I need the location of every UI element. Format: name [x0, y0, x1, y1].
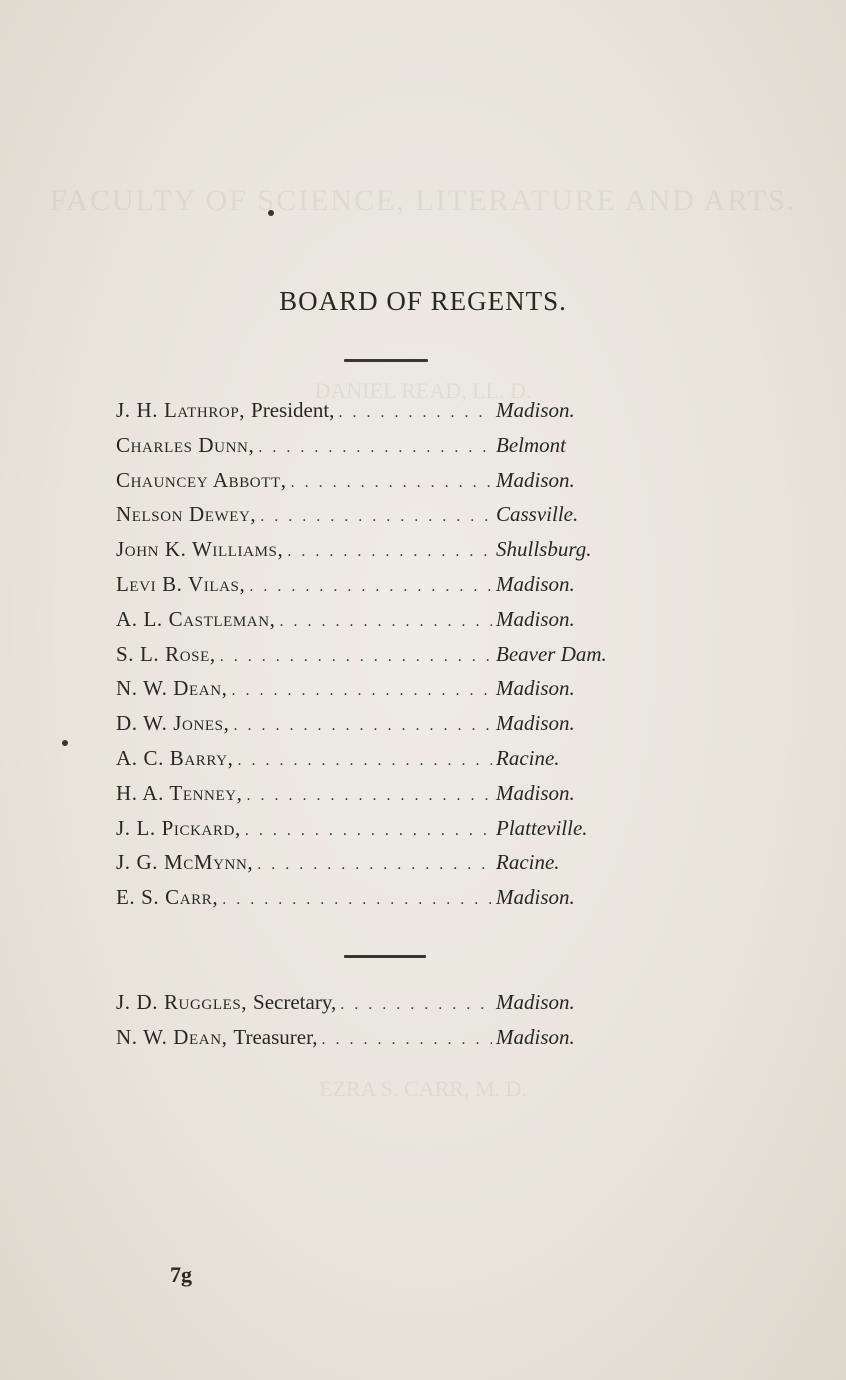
- person-name-text: J. L. Pickard,: [116, 815, 241, 840]
- residence-place: Cassville.: [496, 502, 579, 527]
- person-name: [116, 850, 253, 875]
- residence-place: Shullsburg.: [496, 537, 592, 562]
- person-name-text: J. D. Ruggles,: [116, 990, 248, 1014]
- residence-place: Madison.: [496, 676, 575, 701]
- person-name: [116, 642, 216, 667]
- dot-leader: [247, 787, 493, 805]
- list-item: [116, 781, 646, 816]
- list-item: [116, 676, 646, 711]
- dot-leader: [258, 439, 492, 457]
- person-name-text: A. L. Castleman,: [116, 606, 276, 631]
- person-name: [116, 781, 243, 806]
- person-name-text: N. W. Dean,: [116, 676, 228, 701]
- residence-place: Madison.: [496, 571, 575, 596]
- residence-place: Madison.: [496, 398, 575, 422]
- list-item: [116, 398, 646, 433]
- ink-speck: [268, 210, 274, 216]
- list-item: [116, 607, 646, 642]
- dot-leader: [232, 682, 492, 700]
- dot-leader: [260, 508, 492, 526]
- person-name: [116, 537, 283, 562]
- list-item: [116, 816, 646, 851]
- page-heading: BOARD OF REGENTS.: [279, 286, 567, 316]
- person-name-text: J. H. Lathrop,: [116, 398, 246, 422]
- list-item: [116, 885, 646, 920]
- person-name-text: A. C. Barry,: [116, 745, 234, 770]
- list-item: [116, 1025, 646, 1060]
- regents-list: [116, 398, 646, 920]
- person-name: [116, 502, 256, 527]
- residence-place: Madison.: [496, 467, 575, 492]
- list-item: [116, 468, 646, 503]
- residence-place: Madison.: [496, 606, 575, 631]
- dot-leader: [222, 891, 492, 909]
- person-name: [116, 607, 276, 632]
- residence-place: Madison.: [496, 1024, 575, 1049]
- person-name-text: D. W. Jones,: [116, 711, 230, 736]
- person-role: Secretary,: [253, 990, 337, 1014]
- person-name: [116, 990, 336, 1015]
- person-name-text: John K. Williams,: [116, 537, 284, 562]
- person-name-text: S. L. Rose,: [116, 641, 216, 666]
- person-name: [116, 746, 233, 771]
- person-name-text: J. G. McMynn,: [116, 850, 254, 875]
- residence-place: Beaver Dam.: [496, 641, 607, 666]
- person-name: [116, 816, 241, 841]
- person-name-text: Chauncey Abbott,: [116, 467, 287, 492]
- dot-leader: [340, 996, 492, 1014]
- person-name-text: Nelson Dewey,: [116, 502, 257, 527]
- bleed-through-line: DANIEL READ, LL. D.: [314, 378, 532, 403]
- residence-place: Racine.: [496, 850, 560, 875]
- page-folio: 7g: [170, 1262, 192, 1287]
- person-name-text: H. A. Tenney,: [116, 780, 243, 805]
- section-rule: [344, 955, 426, 958]
- list-item: [116, 850, 646, 885]
- list-item: [116, 502, 646, 537]
- dot-leader: [220, 648, 492, 666]
- list-item: [116, 990, 646, 1025]
- list-item: [116, 572, 646, 607]
- dot-leader: [237, 752, 492, 770]
- dot-leader: [287, 543, 492, 561]
- heading-rule: [344, 359, 428, 362]
- person-role: President,: [251, 398, 335, 422]
- bleed-through-title: FACULTY OF SCIENCE, LITERATURE AND ARTS.: [49, 184, 797, 217]
- person-name: [116, 572, 245, 597]
- list-item: [116, 537, 646, 572]
- residence-place: Racine.: [496, 745, 560, 770]
- residence-place: Platteville.: [496, 815, 588, 840]
- dot-leader: [322, 1031, 492, 1049]
- officers-list: [116, 990, 646, 1060]
- person-name-text: Levi B. Vilas,: [116, 571, 246, 596]
- dot-leader: [233, 717, 492, 735]
- residence-place: Madison.: [496, 885, 575, 910]
- ink-speck: [62, 740, 68, 746]
- person-name: [116, 885, 218, 910]
- person-name-text: N. W. Dean,: [116, 1024, 228, 1049]
- person-role: Treasurer,: [233, 1024, 318, 1049]
- residence-place: Madison.: [496, 780, 575, 805]
- residence-place: Belmont: [496, 432, 566, 457]
- bleed-through-line: EZRA S. CARR, M. D.: [319, 1076, 527, 1101]
- person-name: [116, 398, 334, 423]
- list-item: [116, 642, 646, 677]
- person-name: [116, 711, 229, 736]
- person-name: [116, 468, 287, 493]
- dot-leader: [257, 856, 492, 874]
- person-name: [116, 1025, 318, 1050]
- residence-place: Madison.: [496, 711, 575, 736]
- person-name-text: E. S. Carr,: [116, 885, 219, 910]
- dot-leader: [245, 822, 492, 840]
- list-item: [116, 746, 646, 781]
- list-item: [116, 711, 646, 746]
- dot-leader: [338, 404, 492, 422]
- dot-leader: [291, 474, 492, 492]
- dot-leader: [280, 613, 492, 631]
- person-name-text: Charles Dunn,: [116, 432, 255, 457]
- list-item: [116, 433, 646, 468]
- person-name: [116, 676, 228, 701]
- dot-leader: [249, 578, 492, 596]
- person-name: [116, 433, 254, 458]
- residence-place: Madison.: [496, 990, 575, 1014]
